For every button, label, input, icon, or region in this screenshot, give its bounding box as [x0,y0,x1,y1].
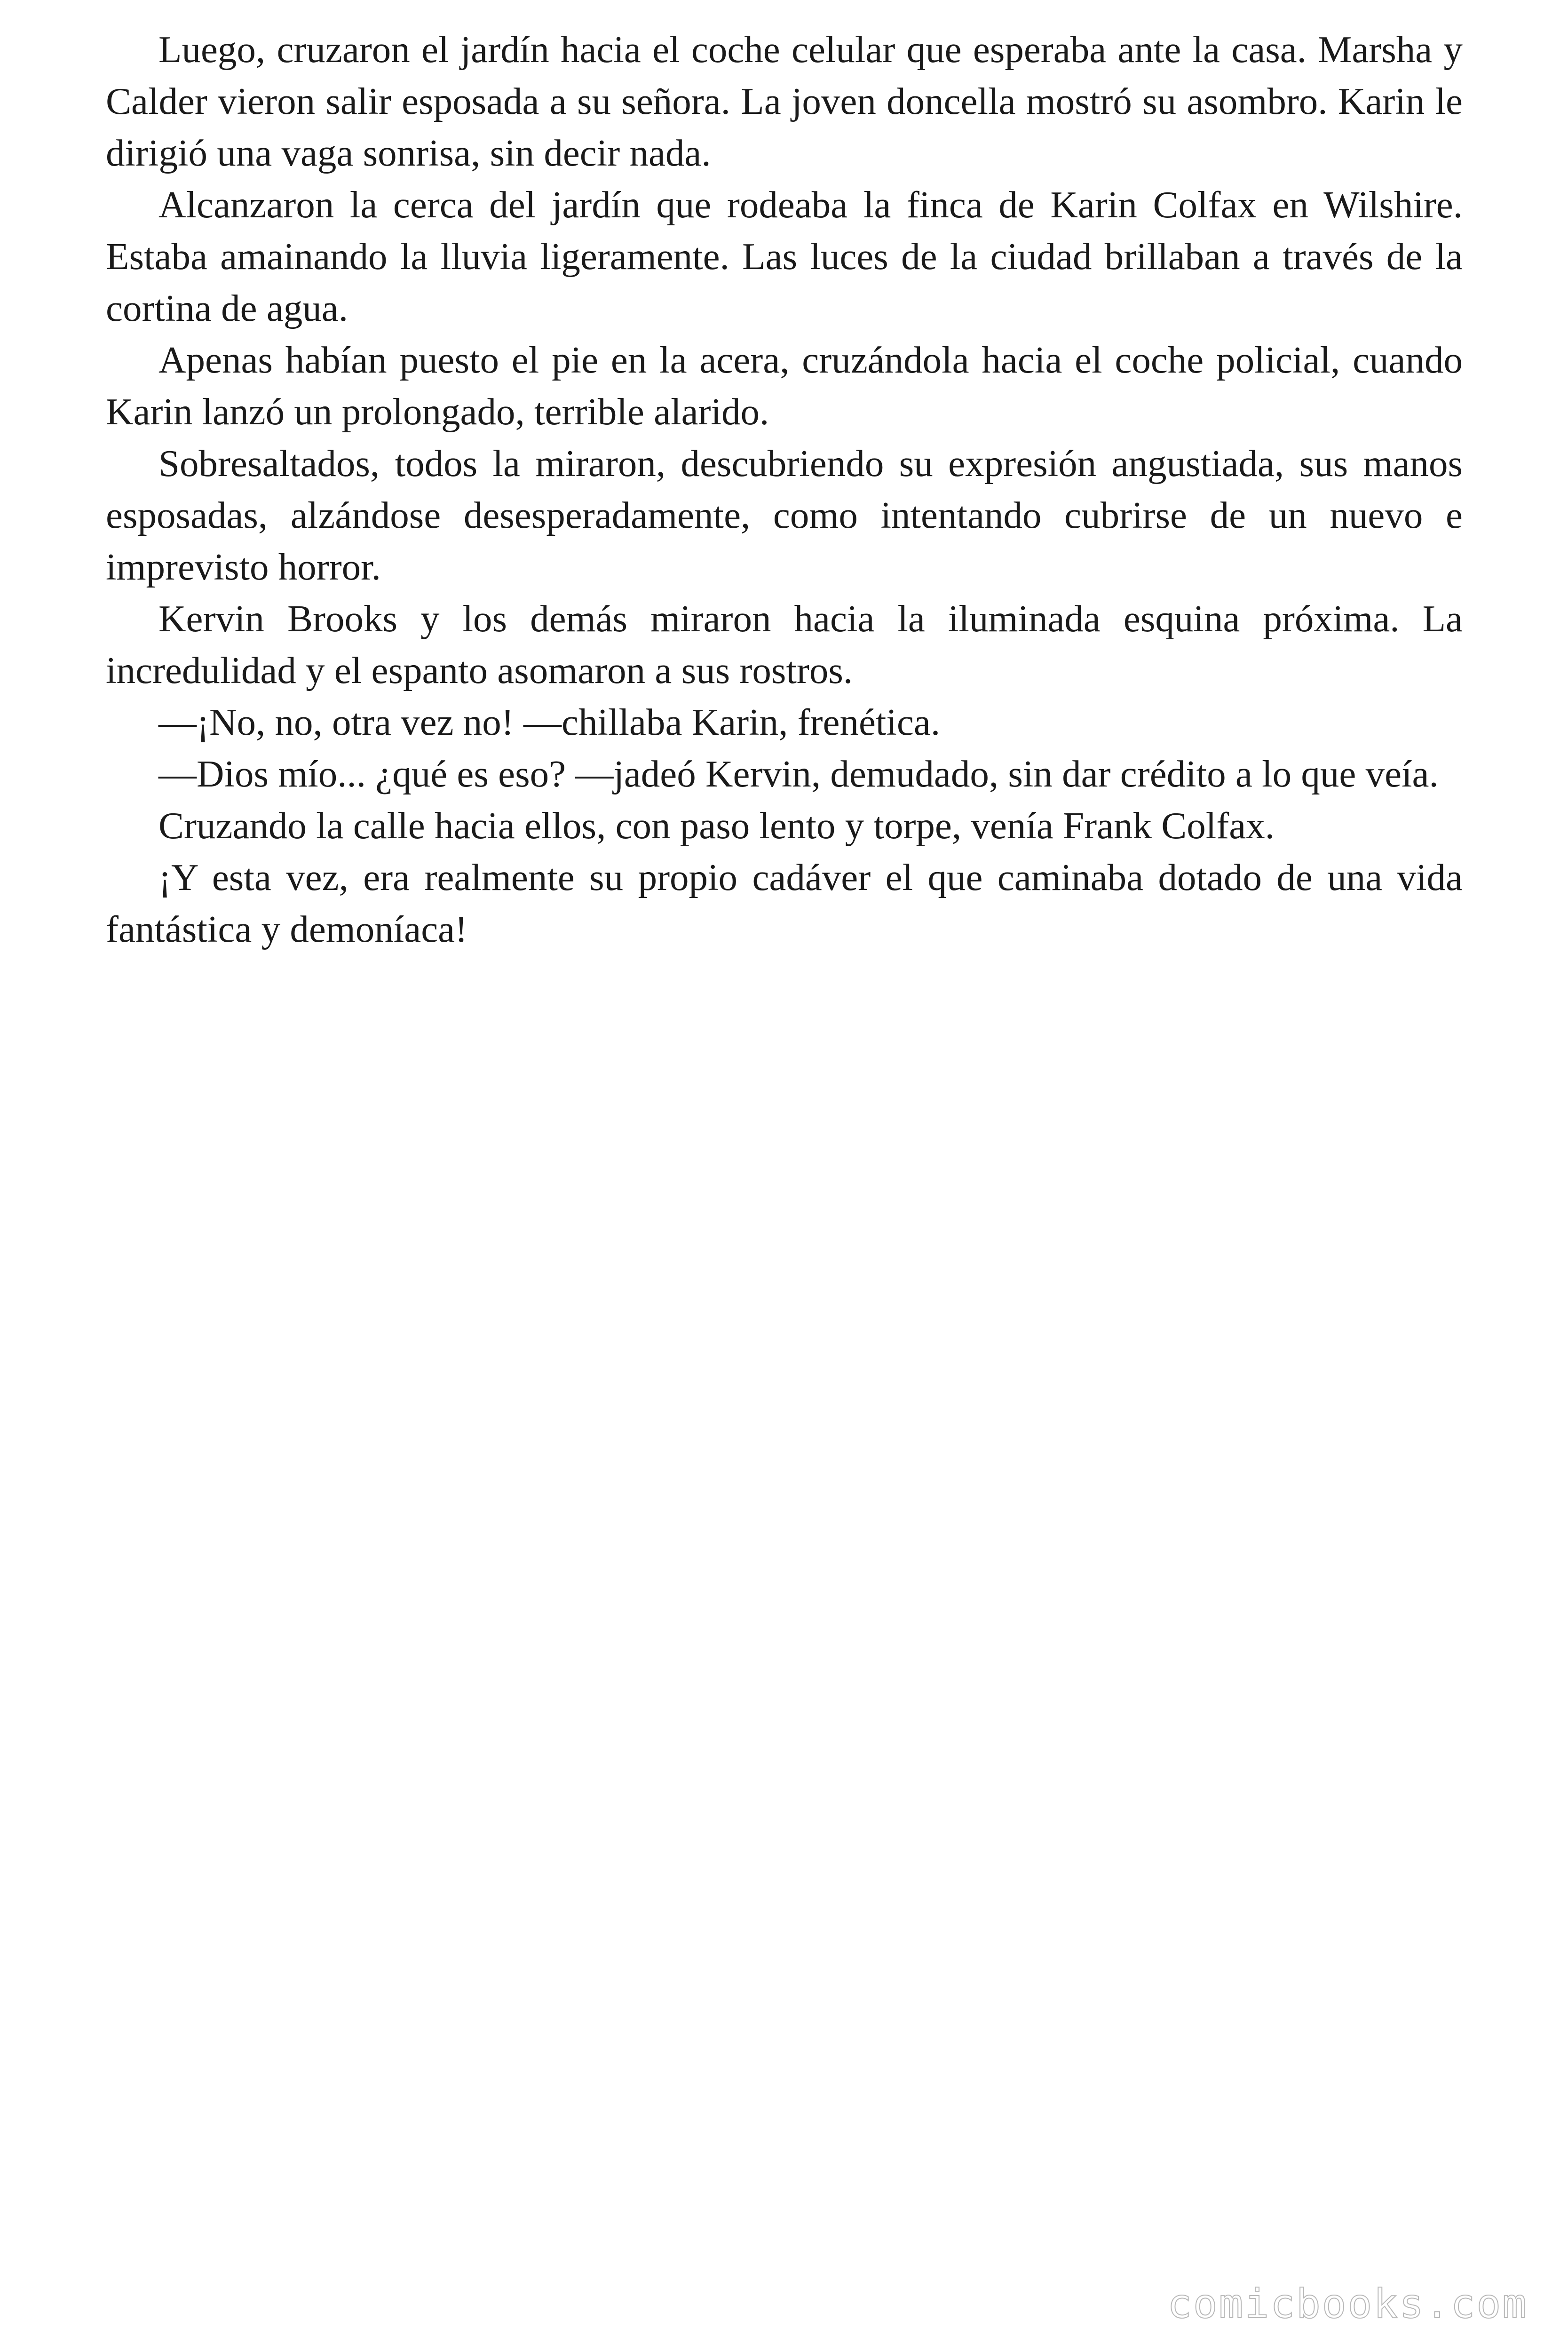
paragraph: Apenas habían puesto el pie en la acera, cruzándola hacia el coche policial, cuando Karin lanzó un prolongado, terrible alarido. [106,339,1463,433]
paragraph: ¡Y esta vez, era realmente su propio cadáver el que caminaba dotado de una vida fantástica y demoníaca! [106,856,1463,950]
paragraph: Kervin Brooks y los demás miraron hacia la iluminada esquina próxima. La incredulidad y el espanto asomaron a sus rostros. [106,597,1463,691]
paragraph: Alcanzaron la cerca del jardín que rodeaba la finca de Karin Colfax en Wilshire. Estaba amainando la lluvia ligeramente. Las luces de la ciudad brillaban a través de la cortina de agua. [106,183,1463,329]
page-text [106,24,1463,955]
paragraph: —¡No, no, otra vez no! —chillaba Karin, frenética. [158,701,941,743]
paragraph: —Dios mío... ¿qué es eso? —jadeó Kervin, demudado, sin dar crédito a lo que veía. [158,753,1439,795]
paragraph: Luego, cruzaron el jardín hacia el coche celular que esperaba ante la casa. Marsha y Calder vieron salir esposada a su señora. La joven doncella mostró su asombro. Karin le dirigió una vaga sonrisa, sin decir nada. [106,28,1463,174]
paragraph: Sobresaltados, todos la miraron, descubriendo su expresión angustiada, sus manos esposadas, alzándose desesperadamente, como intentando cubrirse de un nuevo e imprevisto horror. [106,442,1463,588]
paragraph: Cruzando la calle hacia ellos, con paso lento y torpe, venía Frank Colfax. [158,804,1275,847]
watermark: comicbooks.com [1167,2280,1528,2328]
